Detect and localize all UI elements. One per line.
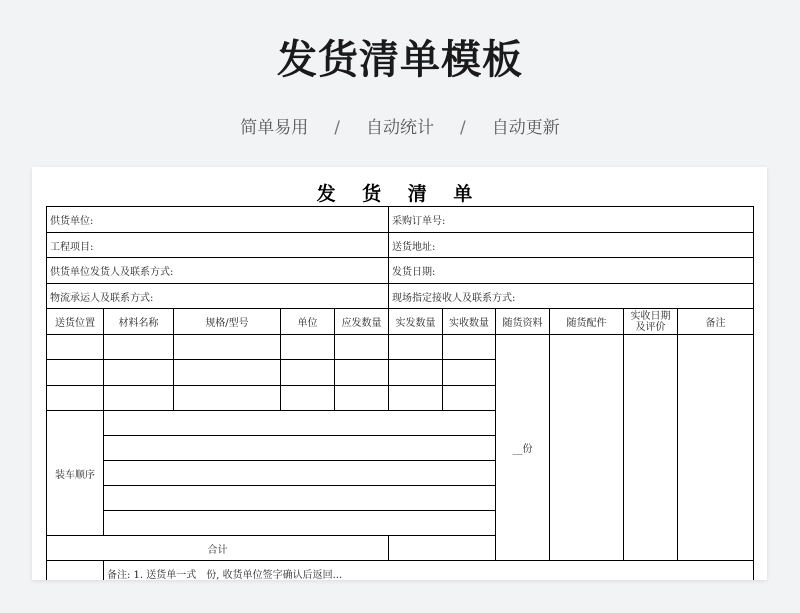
table-cell[interactable] [104,360,174,386]
info-row [47,207,754,233]
project-field[interactable]: 工程项目: [47,233,389,258]
col-header: 单位 [281,309,335,335]
total-label: 合计 [47,536,389,561]
table-cell[interactable] [281,335,335,360]
page-title: 发货清单模板 [277,37,523,83]
separator: / [460,118,466,138]
table-cell[interactable] [389,386,443,411]
loading-cell[interactable] [104,511,496,536]
sender-field[interactable]: 供货单位发货人及联系方式: [47,258,389,284]
footnote-row [47,561,754,581]
feature-list [0,113,800,138]
separator: / [334,118,340,138]
loading-cell[interactable] [104,436,496,461]
info-row [47,284,754,309]
table-cell[interactable] [335,386,389,411]
address-field[interactable]: 送货地址: [389,233,754,258]
copies-cell[interactable]: __份 [496,335,550,561]
col-header: 规格/型号 [174,309,281,335]
col-header: 随货配件 [550,309,624,335]
table-cell[interactable] [104,335,174,360]
supplier-field[interactable]: 供货单位: [47,207,389,233]
order-no-field[interactable]: 采购订单号: [389,207,754,233]
delivery-form-table [46,206,754,580]
table-cell[interactable] [174,360,281,386]
table-cell[interactable] [281,386,335,411]
column-header-row [47,309,754,335]
carrier-field[interactable]: 物流承运人及联系方式: [47,284,389,309]
receive-date-cell[interactable] [624,335,678,561]
receiver-field[interactable]: 现场指定接收人及联系方式: [389,284,754,309]
delivery-sheet [32,167,767,580]
table-cell[interactable] [389,335,443,360]
loading-cell[interactable] [104,461,496,486]
sheet-title: 发 货 清 单 [316,183,483,205]
feature-auto-stats: 自动统计 [366,118,434,138]
col-header: 实收日期及评价 [624,309,678,335]
table-cell[interactable] [335,360,389,386]
table-cell[interactable] [47,386,104,411]
col-header: 随货资料 [496,309,550,335]
col-header: 材料名称 [104,309,174,335]
accessories-cell[interactable] [550,335,624,561]
footnote-label-cell [47,561,104,581]
table-cell[interactable] [47,360,104,386]
col-header: 应发数量 [335,309,389,335]
col-header: 送货位置 [47,309,104,335]
feature-easy: 简单易用 [240,118,309,138]
footnote-text: 备注: 1. 送货单一式__份, 收货单位签字确认后返回... [104,561,754,581]
loading-cell[interactable] [104,486,496,511]
col-header: 备注 [678,309,754,335]
col-header: 实收数量 [443,309,496,335]
table-cell[interactable] [335,335,389,360]
table-cell[interactable] [174,335,281,360]
info-row [47,258,754,284]
table-cell[interactable] [104,386,174,411]
loading-order-label: 装车顺序 [47,411,104,536]
remarks-cell[interactable] [678,335,754,561]
table-cell[interactable] [443,386,496,411]
loading-cell[interactable] [104,411,496,436]
table-cell[interactable] [174,386,281,411]
table-cell[interactable] [47,335,104,360]
total-value[interactable] [389,536,496,561]
table-cell[interactable] [443,360,496,386]
feature-auto-update: 自动更新 [491,118,560,138]
table-cell[interactable] [443,335,496,360]
ship-date-field[interactable]: 发货日期: [389,258,754,284]
table-row [47,335,754,360]
info-row [47,233,754,258]
table-cell[interactable] [389,360,443,386]
table-cell[interactable] [281,360,335,386]
col-header: 实发数量 [389,309,443,335]
